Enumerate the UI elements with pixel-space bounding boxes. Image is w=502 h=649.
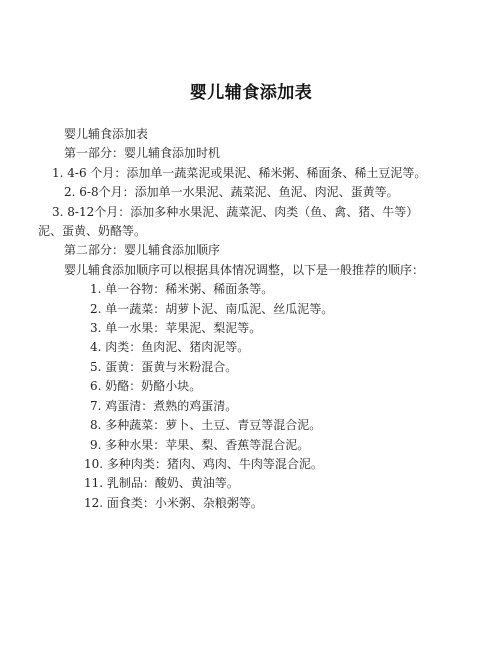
document-title: 婴儿辅食添加表	[189, 83, 313, 103]
order-list-item: 8. 多种蔬菜：萝卜、土豆、青豆等混合泥。	[90, 418, 322, 433]
timing-item-2: 2. 6-8个月：添加单一水果泥、蔬菜泥、鱼泥、肉泥、蛋黄等。	[64, 185, 399, 200]
order-list-item: 9. 多种水果：苹果、梨、香蕉等混合泥。	[90, 437, 310, 452]
timing-item-3: 3. 8-12个月：添加多种水果泥、蔬菜泥、肉类（鱼、禽、猪、牛等）泥、蛋黄、奶酪等。	[38, 204, 419, 239]
order-list-item: 11. 乳制品：酸奶、黄油等。	[84, 476, 239, 491]
order-list-item: 1. 单一谷物：稀米粥、稀面条等。	[90, 282, 274, 297]
timing-item-1: 1. 4-6 个月：添加单一蔬菜泥或果泥、稀米粥、稀面条、稀土豆泥等。	[52, 165, 427, 180]
order-list-item: 10. 多种肉类：猪肉、鸡肉、牛肉等混合泥。	[84, 456, 323, 471]
document-body	[38, 125, 438, 513]
order-list-item: 4. 肉类：鱼肉泥、猪肉泥等。	[90, 340, 250, 355]
order-list-item: 6. 奶酪：奶酪小块。	[90, 379, 202, 394]
order-list-item: 3. 单一水果：苹果泥、梨泥等。	[90, 321, 262, 336]
subtitle-paragraph: 婴儿辅食添加表	[64, 127, 149, 141]
order-list-item: 7. 鸡蛋清：煮熟的鸡蛋清。	[90, 398, 238, 413]
order-list-item: 2. 单一蔬菜：胡萝卜泥、南瓜泥、丝瓜泥等。	[90, 301, 334, 316]
order-intro-paragraph: 婴儿辅食添加顺序可以根据具体情况调整，以下是一般推荐的顺序：	[64, 262, 425, 277]
section-heading-timing: 第一部分：婴儿辅食添加时机	[64, 146, 221, 161]
order-list-item: 5. 蛋黄：蛋黄与米粉混合。	[90, 359, 238, 374]
section-heading-order: 第二部分：婴儿辅食添加顺序	[64, 243, 221, 258]
order-list-item: 12. 面食类：小米粥、杂粮粥等。	[84, 495, 263, 510]
